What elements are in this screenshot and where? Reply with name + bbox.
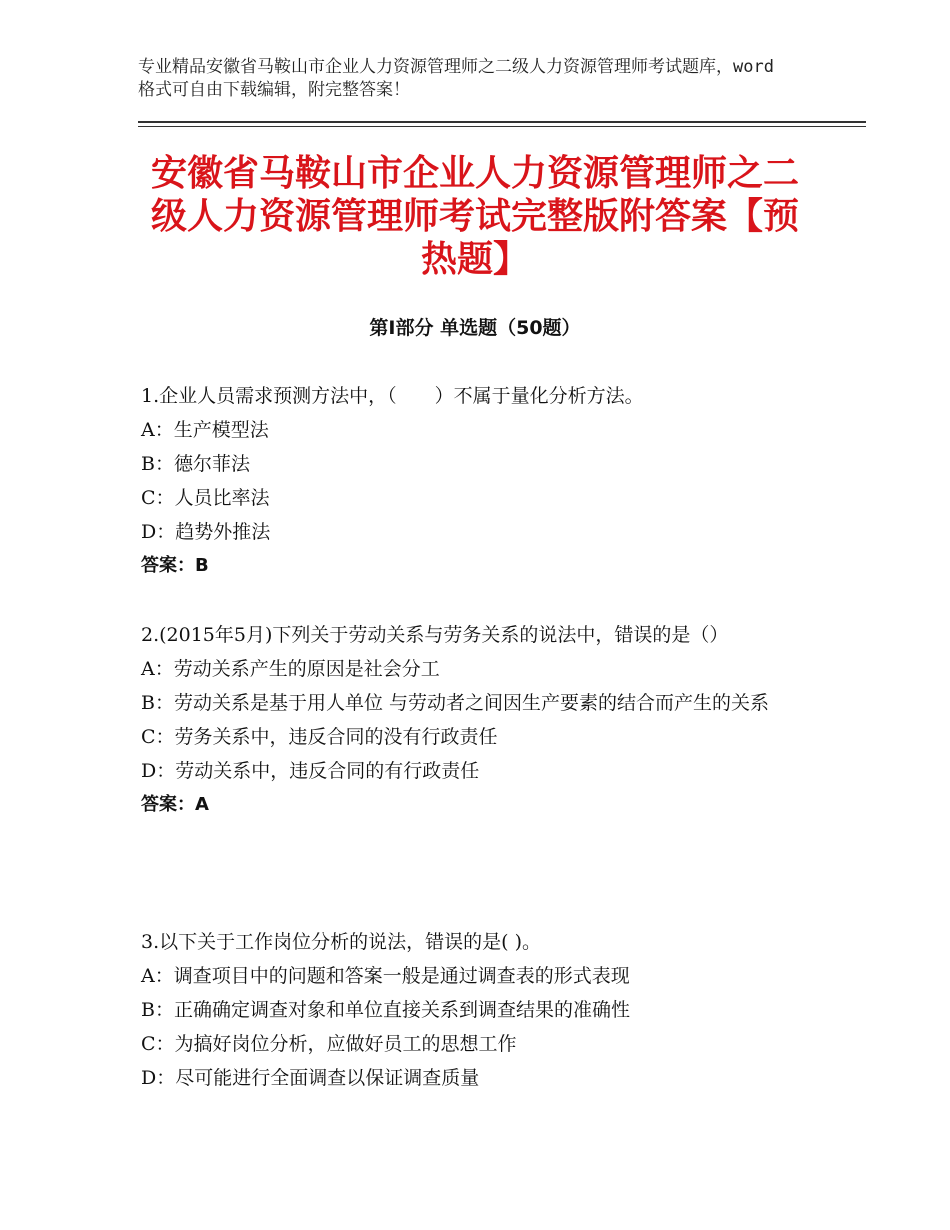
question-stem: 3.以下关于工作岗位分析的说法，错误的是( )。	[141, 931, 541, 953]
option-a: A：生产模型法	[141, 419, 269, 441]
document-title: 安徽省马鞍山市企业人力资源管理师之二级人力资源管理师考试完整版附答案【预热题】	[150, 153, 799, 280]
option-b: B：德尔菲法	[141, 453, 250, 475]
header-divider-thin	[138, 126, 866, 127]
option-a: A：调查项目中的问题和答案一般是通过调查表的形式表现	[141, 965, 630, 987]
option-c: C：人员比率法	[141, 487, 270, 509]
question-1	[141, 379, 801, 583]
question-3	[141, 925, 801, 1095]
option-a: A：劳动关系产生的原因是社会分工	[141, 658, 440, 680]
answer: 答案：B	[141, 555, 209, 576]
option-d: D：劳动关系中，违反合同的有行政责任	[141, 760, 480, 782]
option-b: B：劳动关系是基于用人单位 与劳动者之间因生产要素的结合而产生的关系	[141, 692, 770, 714]
option-b: B：正确确定调查对象和单位直接关系到调查结果的准确性	[141, 999, 630, 1021]
answer: 答案：A	[141, 794, 209, 815]
header-note: 专业精品安徽省马鞍山市企业人力资源管理师之二级人力资源管理师考试题库，word格式可自由下载编辑，附完整答案！	[138, 57, 774, 100]
question-2	[141, 618, 801, 822]
section-title: 第Ⅰ部分 单选题（50题）	[369, 317, 581, 339]
option-d: D：趋势外推法	[141, 521, 271, 543]
question-stem: 2.(2015年5月)下列关于劳动关系与劳务关系的说法中，错误的是（）	[141, 624, 729, 646]
header-divider-thick	[138, 121, 866, 123]
option-c: C：为搞好岗位分析，应做好员工的思想工作	[141, 1033, 517, 1055]
option-d: D：尽可能进行全面调查以保证调查质量	[141, 1067, 480, 1089]
option-c: C：劳务关系中，违反合同的没有行政责任	[141, 726, 498, 748]
question-stem: 1.企业人员需求预测方法中，（ ）不属于量化分析方法。	[141, 385, 644, 407]
